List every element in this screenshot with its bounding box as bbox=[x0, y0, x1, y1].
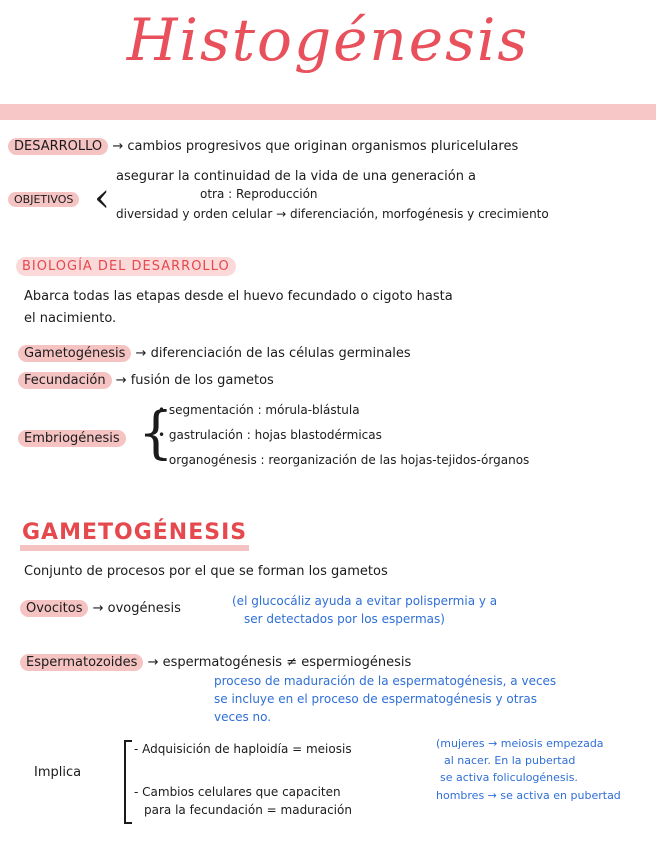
embriogenesis-label-wrap bbox=[18, 430, 126, 448]
espermatozoides-note3: veces no. bbox=[214, 710, 272, 724]
implica-item1: - Adquisición de haploidía = meiosis bbox=[134, 742, 352, 756]
page-title: Histogénesis bbox=[126, 6, 530, 74]
ovocitos-note1: (el glucocáliz ayuda a evitar polispermia y a bbox=[232, 594, 498, 608]
implica-bracket-top bbox=[124, 740, 132, 742]
embriogenesis-item-0: • segmentación : mórula-blástula bbox=[158, 403, 360, 417]
objetivos-label-wrap bbox=[8, 191, 79, 209]
implica-label: Implica bbox=[34, 765, 82, 780]
embriogenesis-item-1: • gastrulación : hojas blastodérmicas bbox=[158, 428, 382, 442]
embriogenesis-label: Embriogénesis bbox=[18, 430, 126, 447]
ovocitos-note2: ser detectados por los espermas) bbox=[244, 612, 445, 626]
espermatozoides-note2: se incluye en el proceso de espermatogénesis y otras bbox=[214, 692, 537, 706]
embriogenesis-brace: { bbox=[138, 401, 174, 466]
objetivos-line3: diversidad y orden celular → diferenciación, morfogénesis y crecimiento bbox=[116, 207, 549, 221]
objetivos-line1: asegurar la continuidad de la vida de una generación a bbox=[116, 169, 477, 184]
gametogenesis-heading-wrap bbox=[20, 520, 249, 546]
gametogenesis-definition: Conjunto de procesos por el que se forman los gametos bbox=[24, 564, 388, 579]
implica-bracket-line bbox=[124, 740, 126, 824]
implica-note4: hombres → se activa en pubertad bbox=[436, 789, 621, 802]
implica-note2: al nacer. En la pubertad bbox=[444, 754, 576, 767]
biologia-line1: Abarca todas las etapas desde el huevo fecundado o cigoto hasta bbox=[24, 289, 453, 304]
biologia-line2: el nacimiento. bbox=[24, 311, 117, 326]
desarrollo-label: DESARROLLO bbox=[8, 138, 108, 155]
implica-bracket-bottom bbox=[124, 822, 132, 824]
biologia-heading-wrap bbox=[16, 255, 236, 274]
objetivos-line2: otra : Reproducción bbox=[200, 187, 318, 201]
gametogenesis-label: Gametogénesis bbox=[18, 345, 131, 362]
ovocitos-text: → ovogénesis bbox=[92, 601, 181, 616]
objetivos-label: OBJETIVOS bbox=[8, 192, 79, 207]
espermatozoides-note1: proceso de maduración de la espermatogénesis, a veces bbox=[214, 674, 557, 688]
objetivos-brace: ‹ bbox=[94, 175, 110, 221]
espermatozoides-text: → espermatogénesis ≠ espermiogénesis bbox=[147, 655, 412, 670]
implica-item2b: para la fecundación = maduración bbox=[144, 803, 352, 817]
desarrollo-text: → cambios progresivos que originan organismos pluricelulares bbox=[112, 139, 519, 154]
implica-note1: (mujeres → meiosis empezada bbox=[436, 737, 604, 750]
title-underline-band bbox=[0, 104, 656, 120]
biologia-heading: BIOLOGÍA DEL DESARROLLO bbox=[16, 257, 236, 276]
espermatozoides-row bbox=[20, 654, 411, 672]
fecundacion-label: Fecundación bbox=[18, 372, 112, 389]
ovocitos-label: Ovocitos bbox=[20, 600, 88, 617]
implica-item2a: - Cambios celulares que capaciten bbox=[134, 785, 341, 799]
embriogenesis-item-2: • organogénesis : reorganización de las hojas-tejidos-órganos bbox=[158, 453, 530, 467]
gametogenesis-text: → diferenciación de las células germinales bbox=[135, 346, 411, 361]
ovocitos-row bbox=[20, 600, 181, 618]
gametogenesis-row bbox=[18, 345, 411, 363]
espermatozoides-label: Espermatozoides bbox=[20, 654, 143, 671]
fecundacion-text: → fusión de los gametos bbox=[115, 373, 274, 388]
fecundacion-row bbox=[18, 372, 274, 390]
implica-note3: se activa foliculogénesis. bbox=[440, 771, 578, 784]
gametogenesis-heading: GAMETOGÉNESIS bbox=[20, 520, 249, 551]
desarrollo-row bbox=[8, 138, 518, 156]
